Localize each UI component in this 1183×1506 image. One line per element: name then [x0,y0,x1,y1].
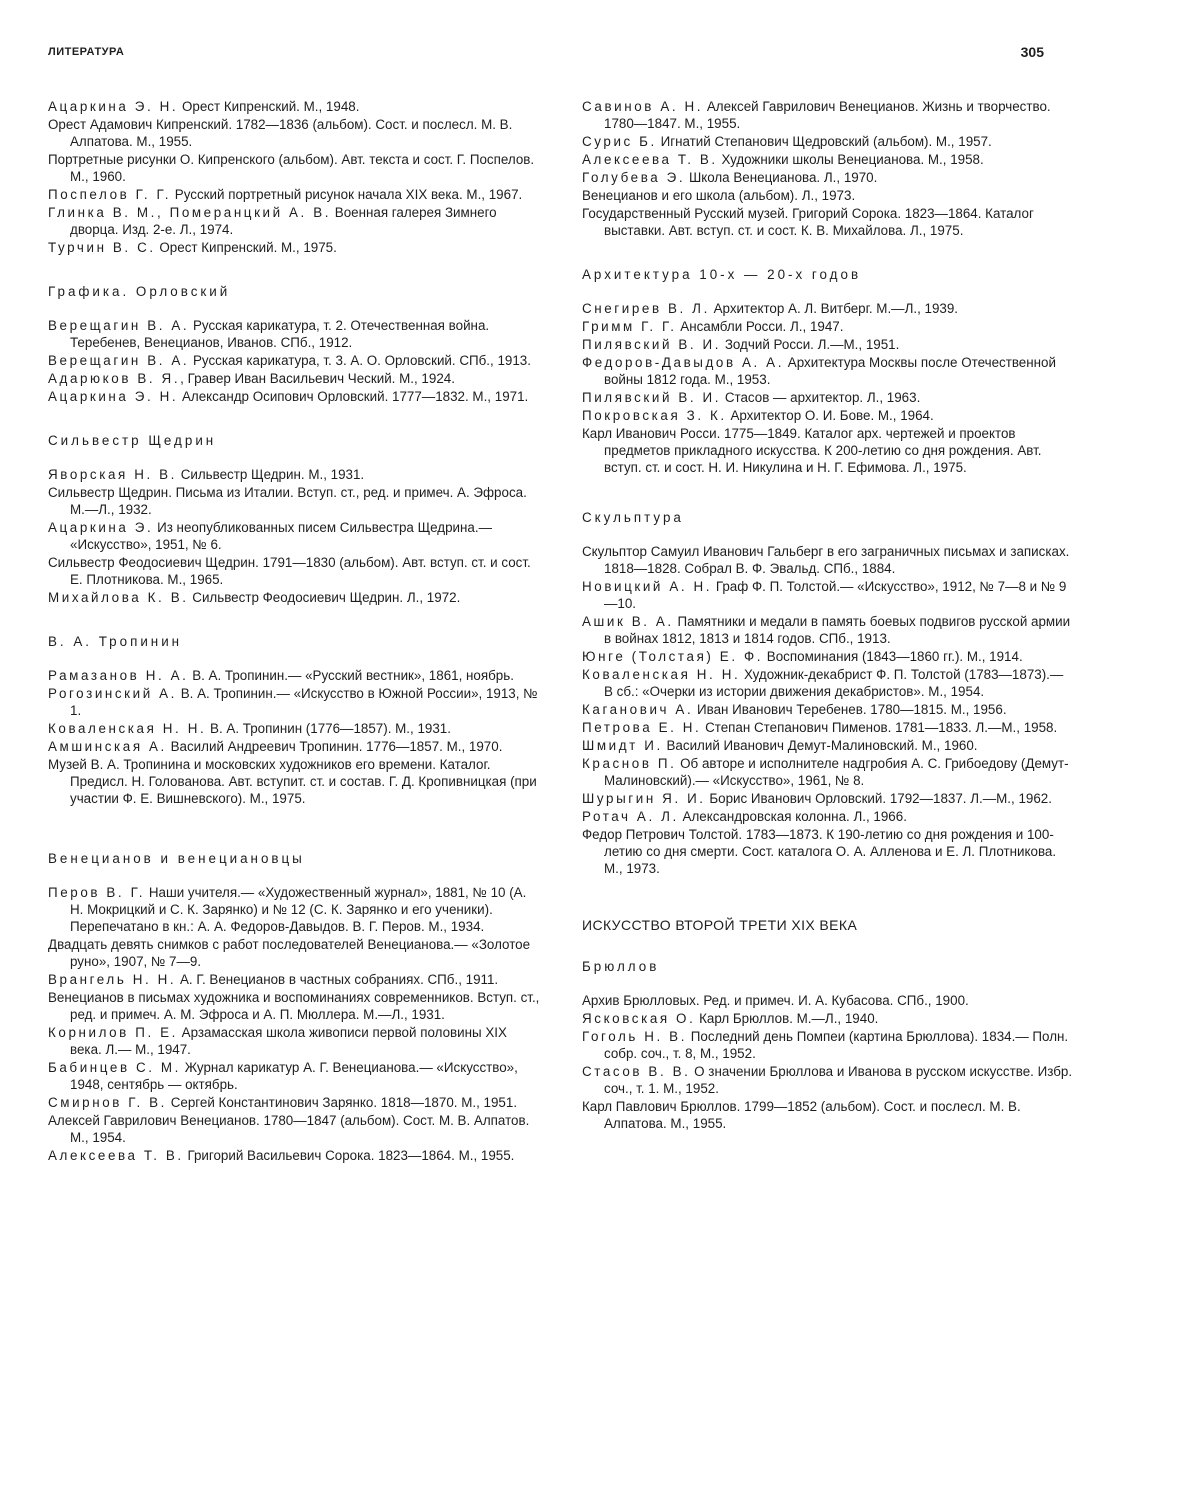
entry-text: Григорий Васильевич Сорока. 1823—1864. М., 1955. [183,1148,515,1163]
entry-text: Карл Иванович Росси. 1775—1849. Каталог арх. чертежей и проектов предметов прикладного искусства. К 200-летию со дня рождения. Авт. вступ. ст. и сост. Н. И. Никулина и Н. Г. Ефимова. Л., 1975. [582,426,1042,475]
entry-text: Зодчий Росси. Л.—М., 1951. [721,337,900,352]
entry-text: Алексей Гаврилович Венецианов. Жизнь и творчество. 1780—1847. М., 1955. [604,99,1051,131]
bibliography-entry [48,204,540,238]
entry-author: Яворская Н. В. [48,467,177,482]
entry-text: Степан Степанович Пименов. 1781—1833. Л.—М., 1958. [701,720,1058,735]
entry-list [582,300,1074,476]
entry-text: Игнатий Степанович Щедровский (альбом). М., 1957. [656,134,992,149]
entry-text: Граф Ф. П. Толстой.— «Искусство», 1912, № 7—8 и № 9—10. [604,579,1067,611]
entry-list [582,992,1074,1132]
entry-text: Школа Венецианова. Л., 1970. [685,170,878,185]
entry-author: Ашик В. А. [582,614,674,629]
bibliography-entry [48,738,540,755]
entry-text: Памятники и медали в память боевых подвигов русской армии в войнах 1812, 1813 и 1814 годов. СПб., 1913. [604,614,1071,646]
section-heading: Венецианов и венециановцы [48,851,305,866]
entry-author: Федоров-Давыдов А. А. [582,355,785,370]
entry-author: Коваленская Н. Н. [48,721,207,736]
entry-list [582,543,1074,877]
entry-author: Верещагин В. А. [48,353,190,368]
bibliography-entry [48,667,540,684]
entry-text: , Гравер Иван Васильевич Ческий. М., 1924. [180,371,455,386]
bibliography-entry [582,1010,1074,1027]
bibliography-entry [48,589,540,606]
bibliography-entry [48,685,540,719]
bibliography-entry [48,554,540,588]
bibliography-entry [582,407,1074,424]
entry-text: Орест Адамович Кипренский. 1782—1836 (альбом). Сост. и послесл. М. В. Алпатова. М., 1955. [48,117,513,149]
section-heading: В. А. Тропинин [48,634,183,649]
entry-author: Стасов В. В. [582,1064,691,1079]
entry-author: Пилявский В. И. [582,337,722,352]
entry-text: Русская карикатура, т. 2. Отечественная война. Теребенев, Венецианов, Иванов. СПб., 1912. [70,318,490,350]
entry-text: Александровская колонна. Л., 1966. [678,809,907,824]
entry-list [48,884,540,1164]
entry-author: Рамазанов Н. А. [48,668,189,683]
entry-list [48,667,540,807]
section-heading: Сильвестр Щедрин [48,433,217,448]
entry-text: Сильвестр Щедрин. Письма из Италии. Вступ. ст., ред. и примеч. А. Эфроса. М.—Л., 1932. [48,485,527,517]
bibliography-entry [582,151,1074,168]
entry-text: Сильвестр Феодосиевич Щедрин. 1791—1830 (альбом). Авт. вступ. ст. и сост. Е. Плотникова. М., 1965. [48,555,531,587]
bibliography-entry [582,666,1074,700]
bibliography-entry [582,425,1074,476]
entry-author: Амшинская А. [48,739,167,754]
entry-text: Орест Кипренский. М., 1948. [178,99,360,114]
entry-text: Русская карикатура, т. 3. А. О. Орловский. СПб., 1913. [189,353,531,368]
bibliography-entry [582,1028,1074,1062]
entry-text: В. А. Тропинин (1776—1857). М., 1931. [206,721,451,736]
entry-author: Михайлова К. В. [48,590,189,605]
entry-author: Турчин В. С. [48,240,156,255]
bibliography-entry [48,1059,540,1093]
entry-author: Краснов П. [582,756,677,771]
entry-author: Верещагин В. А. [48,318,190,333]
bibliography-entry [48,388,540,405]
bibliography-entry [48,1024,540,1058]
entry-text: Архитектура Москвы после Отечественной войны 1812 года. М., 1953. [604,355,1056,387]
entry-author: Юнге (Толстая) Е. Ф. [582,649,764,664]
entry-text: В. А. Тропинин.— «Искусство в Южной России», 1913, № 1. [70,686,538,718]
entry-author: Новицкий А. Н. [582,579,713,594]
section-heading: Архитектура 10-х — 20-х годов [582,267,862,282]
entry-text: Русский портретный рисунок начала XIX века. М., 1967. [171,187,523,202]
entry-list [582,98,1074,239]
entry-list [48,317,540,405]
bibliography-entry [582,737,1074,754]
bibliography-entry [48,971,540,988]
entry-text: Военная галерея Зимнего дворца. Изд. 2-е. Л., 1974. [70,205,497,237]
entry-author: Алексеева Т. В. [48,1148,184,1163]
entry-text: Карл Брюллов. М.—Л., 1940. [695,1011,879,1026]
bibliography-entry [48,466,540,483]
bibliography-entry [48,989,540,1023]
bibliography-entry [582,826,1074,877]
entry-text: Стасов — архитектор. Л., 1963. [721,390,921,405]
entry-text: Сергей Константинович Зарянко. 1818—1870. М., 1951. [167,1095,518,1110]
entry-author: Рогозинский А. [48,686,177,701]
bibliography-entry [48,720,540,737]
entry-list [48,98,540,256]
bibliography-entry [48,756,540,807]
entry-text: Венецианов и его школа (альбом). Л., 1973. [582,188,856,203]
entry-author: Шурыгин Я. И. [582,791,706,806]
bibliography-entry [48,151,540,185]
bibliography-entry [582,318,1074,335]
entry-author: Поспелов Г. Г. [48,187,172,202]
entry-author: Ротач А. Л. [582,809,679,824]
bibliography-entry [48,484,540,518]
entry-text: Архитектор О. И. Бове. М., 1964. [726,408,934,423]
entry-author: Коваленская Н. Н. [582,667,741,682]
bibliography-entry [48,370,540,387]
bibliography-entry [48,519,540,553]
entry-text: Наши учителя.— «Художественный журнал», 1881, № 10 (А. Н. Мокрицкий и С. К. Зарянко) и № 12 (С. К. Зарянко и его ученики). Перепечатано в кн.: А. А. Федоров-Давыдов. В. Г. Перов. М., 1934. [70,885,527,934]
entry-author: Каганович А. [582,702,694,717]
entry-text: Об авторе и исполнителе надгробия А. С. Грибоедову (Демут-Малиновский).— «Искусство», 1961, № 8. [604,756,1069,788]
bibliography-entry [48,1147,540,1164]
page-number: 305 [1020,44,1044,60]
bibliography-entry [48,116,540,150]
entry-author: Савинов А. Н. [582,99,704,114]
bibliography-entry [582,187,1074,204]
major-section-heading: ИСКУССТВО ВТОРОЙ ТРЕТИ XIX ВЕКА [582,917,858,933]
entry-text: Борис Иванович Орловский. 1792—1837. Л.—М., 1962. [705,791,1052,806]
bibliography-entry [582,613,1074,647]
entry-text: Из неопубликованных писем Сильвестра Щедрина.— «Искусство», 1951, № 6. [70,520,492,552]
entry-text: Карл Павлович Брюллов. 1799—1852 (альбом). Сост. и послесл. М. В. Алпатова. М., 1955. [582,1099,1021,1131]
bibliography-entry [582,389,1074,406]
bibliography-entry [48,884,540,935]
entry-author: Гримм Г. Г. [582,319,677,334]
section-heading: Брюллов [582,959,660,974]
bibliography-entry [582,992,1074,1009]
entry-author: Алексеева Т. В. [582,152,718,167]
entry-text: Василий Андреевич Тропинин. 1776—1857. М., 1970. [166,739,503,754]
entry-author: Пилявский В. И. [582,390,722,405]
bibliography-entry [48,1112,540,1146]
entry-text: Иван Иванович Теребенев. 1780—1815. М., 1956. [693,702,1007,717]
bibliography-entry [582,578,1074,612]
entry-author: Петрова Е. Н. [582,720,702,735]
bibliography-entry [48,936,540,970]
left-column [48,98,540,1165]
bibliography-entry [582,701,1074,718]
entry-author: Перов В. Г. [48,885,146,900]
entry-author: Снегирев В. Л. [582,301,710,316]
bibliography-entry [48,186,540,203]
running-head: ЛИТЕРАТУРА [48,46,125,58]
entry-text: О значении Брюллова и Иванова в русском искусстве. Избр. соч., т. 1. М., 1952. [604,1064,1073,1096]
entry-author: Покровская З. К. [582,408,727,423]
bibliography-entry [582,169,1074,186]
bibliography-entry [582,300,1074,317]
bibliography-entry [582,133,1074,150]
bibliography-entry [582,790,1074,807]
entry-text: Архитектор А. Л. Витберг. М.—Л., 1939. [709,301,959,316]
entry-text: Архив Брюлловых. Ред. и примеч. И. А. Кубасова. СПб., 1900. [582,993,969,1008]
entry-text: Сильвестр Щедрин. М., 1931. [176,467,365,482]
section-heading: Скульптура [582,510,684,525]
entry-text: В. А. Тропинин.— «Русский вестник», 1861, ноябрь. [188,668,514,683]
bibliography-entry [48,1094,540,1111]
bibliography-entry [582,808,1074,825]
entry-text: Арзамасская школа живописи первой половины XIX века. Л.— М., 1947. [70,1025,507,1057]
entry-author: Корнилов П. Е. [48,1025,178,1040]
entry-text: Сильвестр Феодосиевич Щедрин. Л., 1972. [188,590,461,605]
entry-text: Скульптор Самуил Иванович Гальберг в его заграничных письмах и записках. 1818—1828. Собрал В. Ф. Эвальд. СПб., 1884. [582,544,1070,576]
entry-author: Ацаркина Э. Н. [48,99,179,114]
entry-text: Алексей Гаврилович Венецианов. 1780—1847 (альбом). Сост. М. В. Алпатов. М., 1954. [48,1113,530,1145]
entry-author: Глинка В. М., Померанцкий А. В. [48,205,332,220]
right-column [582,98,1074,1133]
entry-author: Голубева Э. [582,170,686,185]
bibliography-entry [582,543,1074,577]
entry-author: Врангель Н. Н. [48,972,177,987]
bibliography-entry [48,239,540,256]
entry-text: Последний день Помпеи (картина Брюллова). 1834.— Полн. собр. соч., т. 8, М., 1952. [604,1029,1069,1061]
entry-author: Ацаркина Э. Н. [48,389,179,404]
entry-text: Портретные рисунки О. Кипренского (альбом). Авт. текста и сост. Г. Поспелов. М., 1960. [48,152,535,184]
entry-author: Смирнов Г. В. [48,1095,167,1110]
entry-text: Государственный Русский музей. Григорий Сорока. 1823—1864. Каталог выставки. Авт. вступ. ст. и сост. К. В. Михайлова. Л., 1975. [582,206,1034,238]
entry-text: Художники школы Венецианова. М., 1958. [717,152,984,167]
section-heading: Графика. Орловский [48,284,231,299]
bibliography-entry [582,336,1074,353]
entry-author: Шмидт И. [582,738,663,753]
bibliography-entry [582,755,1074,789]
bibliography-entry [48,98,540,115]
entry-text: Журнал карикатур А. Г. Венецианова.— «Искусство», 1948, сентябрь — октябрь. [70,1060,518,1092]
entry-text: Орест Кипренский. М., 1975. [155,240,337,255]
entry-text: Василий Иванович Демут-Малиновский. М., 1960. [662,738,978,753]
bibliography-entry [582,719,1074,736]
bibliography-entry [48,317,540,351]
entry-text: Воспоминания (1843—1860 гг.). М., 1914. [763,649,1023,664]
entry-text: Александр Осипович Орловский. 1777—1832. М., 1971. [178,389,529,404]
bibliography-entry [582,98,1074,132]
entry-text: Федор Петрович Толстой. 1783—1873. К 190-летию со дня рождения и 100-летию со дня смерти. Сост. каталога О. А. Алленова и Е. Л. Плотникова. М., 1973. [582,827,1057,876]
entry-text: Венецианов в письмах художника и воспоминаниях современников. Вступ. ст., ред. и примеч. А. М. Эфроса и А. П. Мюллера. М.—Л., 1931. [48,990,540,1022]
bibliography-entry [582,1063,1074,1097]
entry-author: Ацаркина Э. [48,520,154,535]
entry-text: Музей В. А. Тропинина и московских художников его времени. Каталог. Предисл. Н. Голованова. Авт. вступит. ст. и состав. Г. Д. Кропивницкая (при участии Ф. Е. Вишневского). М., 1975. [48,757,537,806]
entry-author: Адарюков В. Я. [48,371,181,386]
entry-author: Гоголь Н. В. [582,1029,688,1044]
bibliography-entry [582,205,1074,239]
entry-author: Ясковская О. [582,1011,696,1026]
entry-text: Двадцать девять снимков с работ последователей Венецианова.— «Золотое руно», 1907, № 7—9. [48,937,531,969]
entry-author: Бабинцев С. М. [48,1060,181,1075]
bibliography-entry [582,648,1074,665]
bibliography-entry [48,352,540,369]
entry-text: Художник-декабрист Ф. П. Толстой (1783—1873).— В сб.: «Очерки из истории движения декабристов». М., 1954. [604,667,1064,699]
entry-author: Сурис Б. [582,134,657,149]
bibliography-entry [582,354,1074,388]
entry-text: А. Г. Венецианов в частных собраниях. СПб., 1911. [176,972,499,987]
entry-list [48,466,540,606]
entry-text: Ансамбли Росси. Л., 1947. [676,319,844,334]
bibliography-entry [582,1098,1074,1132]
